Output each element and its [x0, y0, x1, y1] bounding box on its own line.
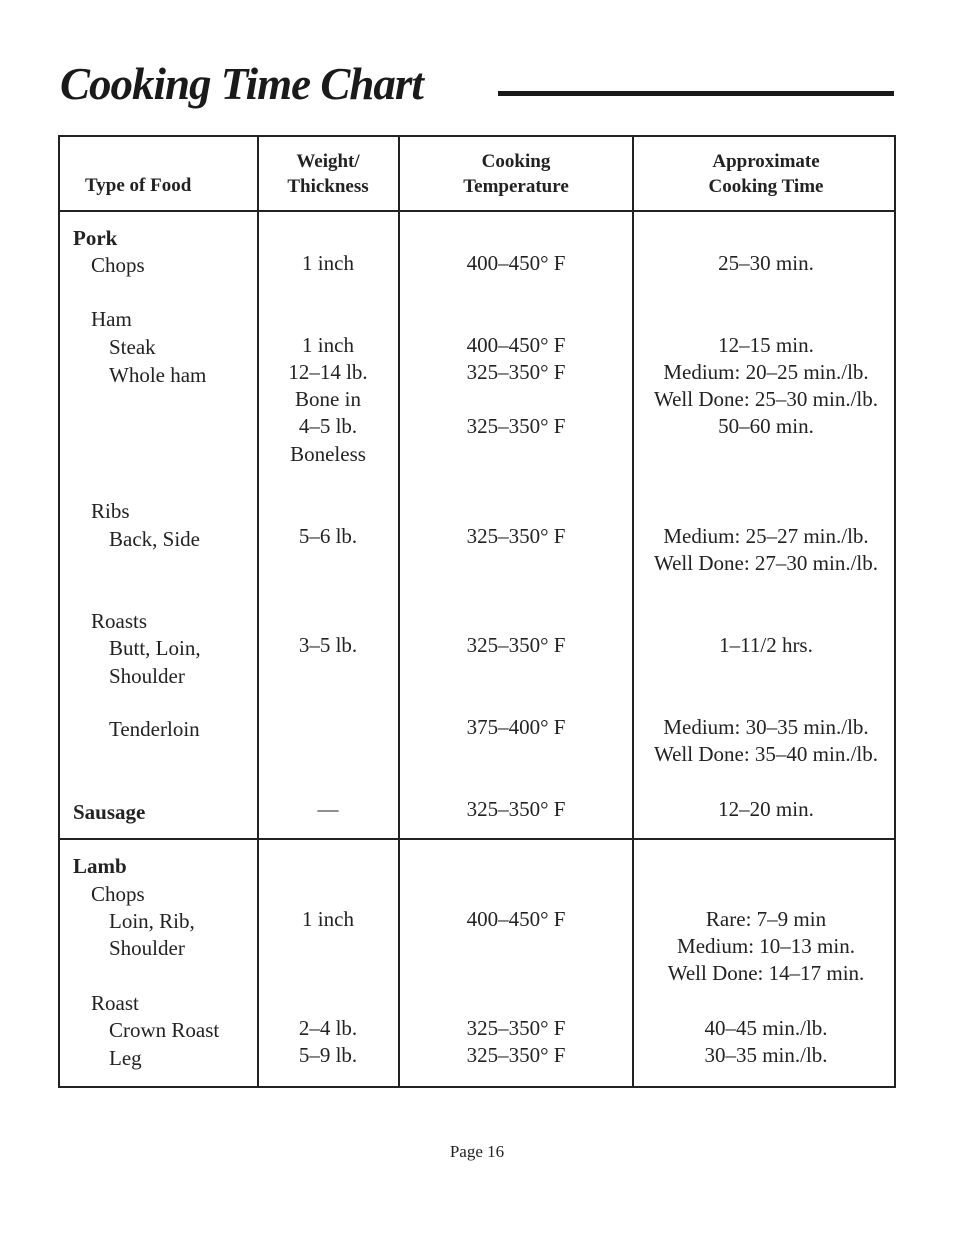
temperature-value: 375–400° F — [466, 715, 566, 739]
title-rule — [498, 91, 894, 96]
header-divider — [60, 210, 894, 212]
weight-value: 3–5 lb. — [298, 633, 358, 657]
food-label-tenderloin: Tenderloin — [109, 717, 200, 741]
time-value: 40–45 min./lb. — [704, 1016, 828, 1040]
temperature-value: 400–450° F — [466, 907, 566, 931]
food-label-whole-ham: Whole ham — [109, 363, 207, 387]
food-label-shoulder: Shoulder — [109, 936, 185, 960]
page-title: Cooking Time Chart — [60, 59, 423, 109]
temperature-value: 325–350° F — [466, 797, 566, 821]
weight-value: 5–9 lb. — [298, 1043, 358, 1067]
column-divider — [257, 137, 259, 1086]
weight-value: 4–5 lb. — [298, 414, 358, 438]
weight-value: 2–4 lb. — [298, 1016, 358, 1040]
time-value: 12–15 min. — [718, 333, 814, 357]
section-heading-pork: Pork — [73, 226, 118, 250]
food-label-leg: Leg — [109, 1046, 142, 1070]
food-label-chops: Chops — [91, 253, 145, 277]
temperature-value: 325–350° F — [466, 414, 566, 438]
header-thickness: Thickness — [287, 176, 369, 197]
food-label-roast: Roast — [91, 991, 139, 1015]
food-label-butt-loin: Butt, Loin, — [109, 636, 201, 660]
food-label-back-side: Back, Side — [109, 527, 200, 551]
temperature-value: 325–350° F — [466, 524, 566, 548]
temperature-value: 325–350° F — [466, 360, 566, 384]
time-value: Medium: 25–27 min./lb. — [663, 524, 869, 548]
time-value: Well Done: 14–17 min. — [667, 961, 865, 985]
time-value: 30–35 min./lb. — [704, 1043, 828, 1067]
header-approximate: Approximate — [712, 151, 820, 172]
food-label-roasts: Roasts — [91, 609, 148, 633]
header-cooking: Cooking — [481, 151, 551, 172]
food-label-ham: Ham — [91, 307, 132, 331]
time-value: Rare: 7–9 min — [705, 907, 827, 931]
weight-value: — — [317, 797, 339, 821]
section-divider — [60, 838, 894, 840]
weight-value: 12–14 lb. — [288, 360, 368, 384]
column-divider — [398, 137, 400, 1086]
header-type-of-food: Type of Food — [85, 175, 192, 196]
time-value: 1–11/2 hrs. — [719, 633, 813, 657]
header-weight: Weight/ — [296, 151, 360, 172]
weight-value: Bone in — [295, 387, 361, 411]
food-label-crown-roast: Crown Roast — [109, 1018, 220, 1042]
weight-value: 1 inch — [302, 907, 354, 931]
time-value: Well Done: 35–40 min./lb. — [653, 742, 879, 766]
section-heading-sausage: Sausage — [73, 800, 146, 824]
time-value: 25–30 min. — [718, 251, 814, 275]
time-value: Well Done: 27–30 min./lb. — [653, 551, 879, 575]
weight-value: Boneless — [290, 442, 366, 466]
temperature-value: 400–450° F — [466, 333, 566, 357]
time-value: Well Done: 25–30 min./lb. — [653, 387, 879, 411]
time-value: Medium: 10–13 min. — [677, 934, 855, 958]
section-heading-lamb: Lamb — [73, 854, 127, 878]
time-value: 50–60 min. — [718, 414, 814, 438]
temperature-value: 325–350° F — [466, 633, 566, 657]
temperature-value: 325–350° F — [466, 1043, 566, 1067]
cooking-time-table — [58, 135, 896, 1088]
header-cooking-time: Cooking Time — [708, 176, 824, 197]
food-label-steak: Steak — [109, 335, 156, 359]
weight-value: 1 inch — [302, 333, 354, 357]
weight-value: 1 inch — [302, 251, 354, 275]
temperature-value: 400–450° F — [466, 251, 566, 275]
food-label-chops: Chops — [91, 882, 145, 906]
food-label-ribs: Ribs — [91, 499, 130, 523]
page-number: Page 16 — [449, 1142, 505, 1161]
food-label-loin-rib: Loin, Rib, — [109, 909, 195, 933]
column-divider — [632, 137, 634, 1086]
weight-value: 5–6 lb. — [298, 524, 358, 548]
food-label-shoulder: Shoulder — [109, 664, 185, 688]
temperature-value: 325–350° F — [466, 1016, 566, 1040]
time-value: Medium: 20–25 min./lb. — [663, 360, 869, 384]
time-value: Medium: 30–35 min./lb. — [663, 715, 869, 739]
time-value: 12–20 min. — [718, 797, 814, 821]
header-temperature: Temperature — [463, 176, 569, 197]
